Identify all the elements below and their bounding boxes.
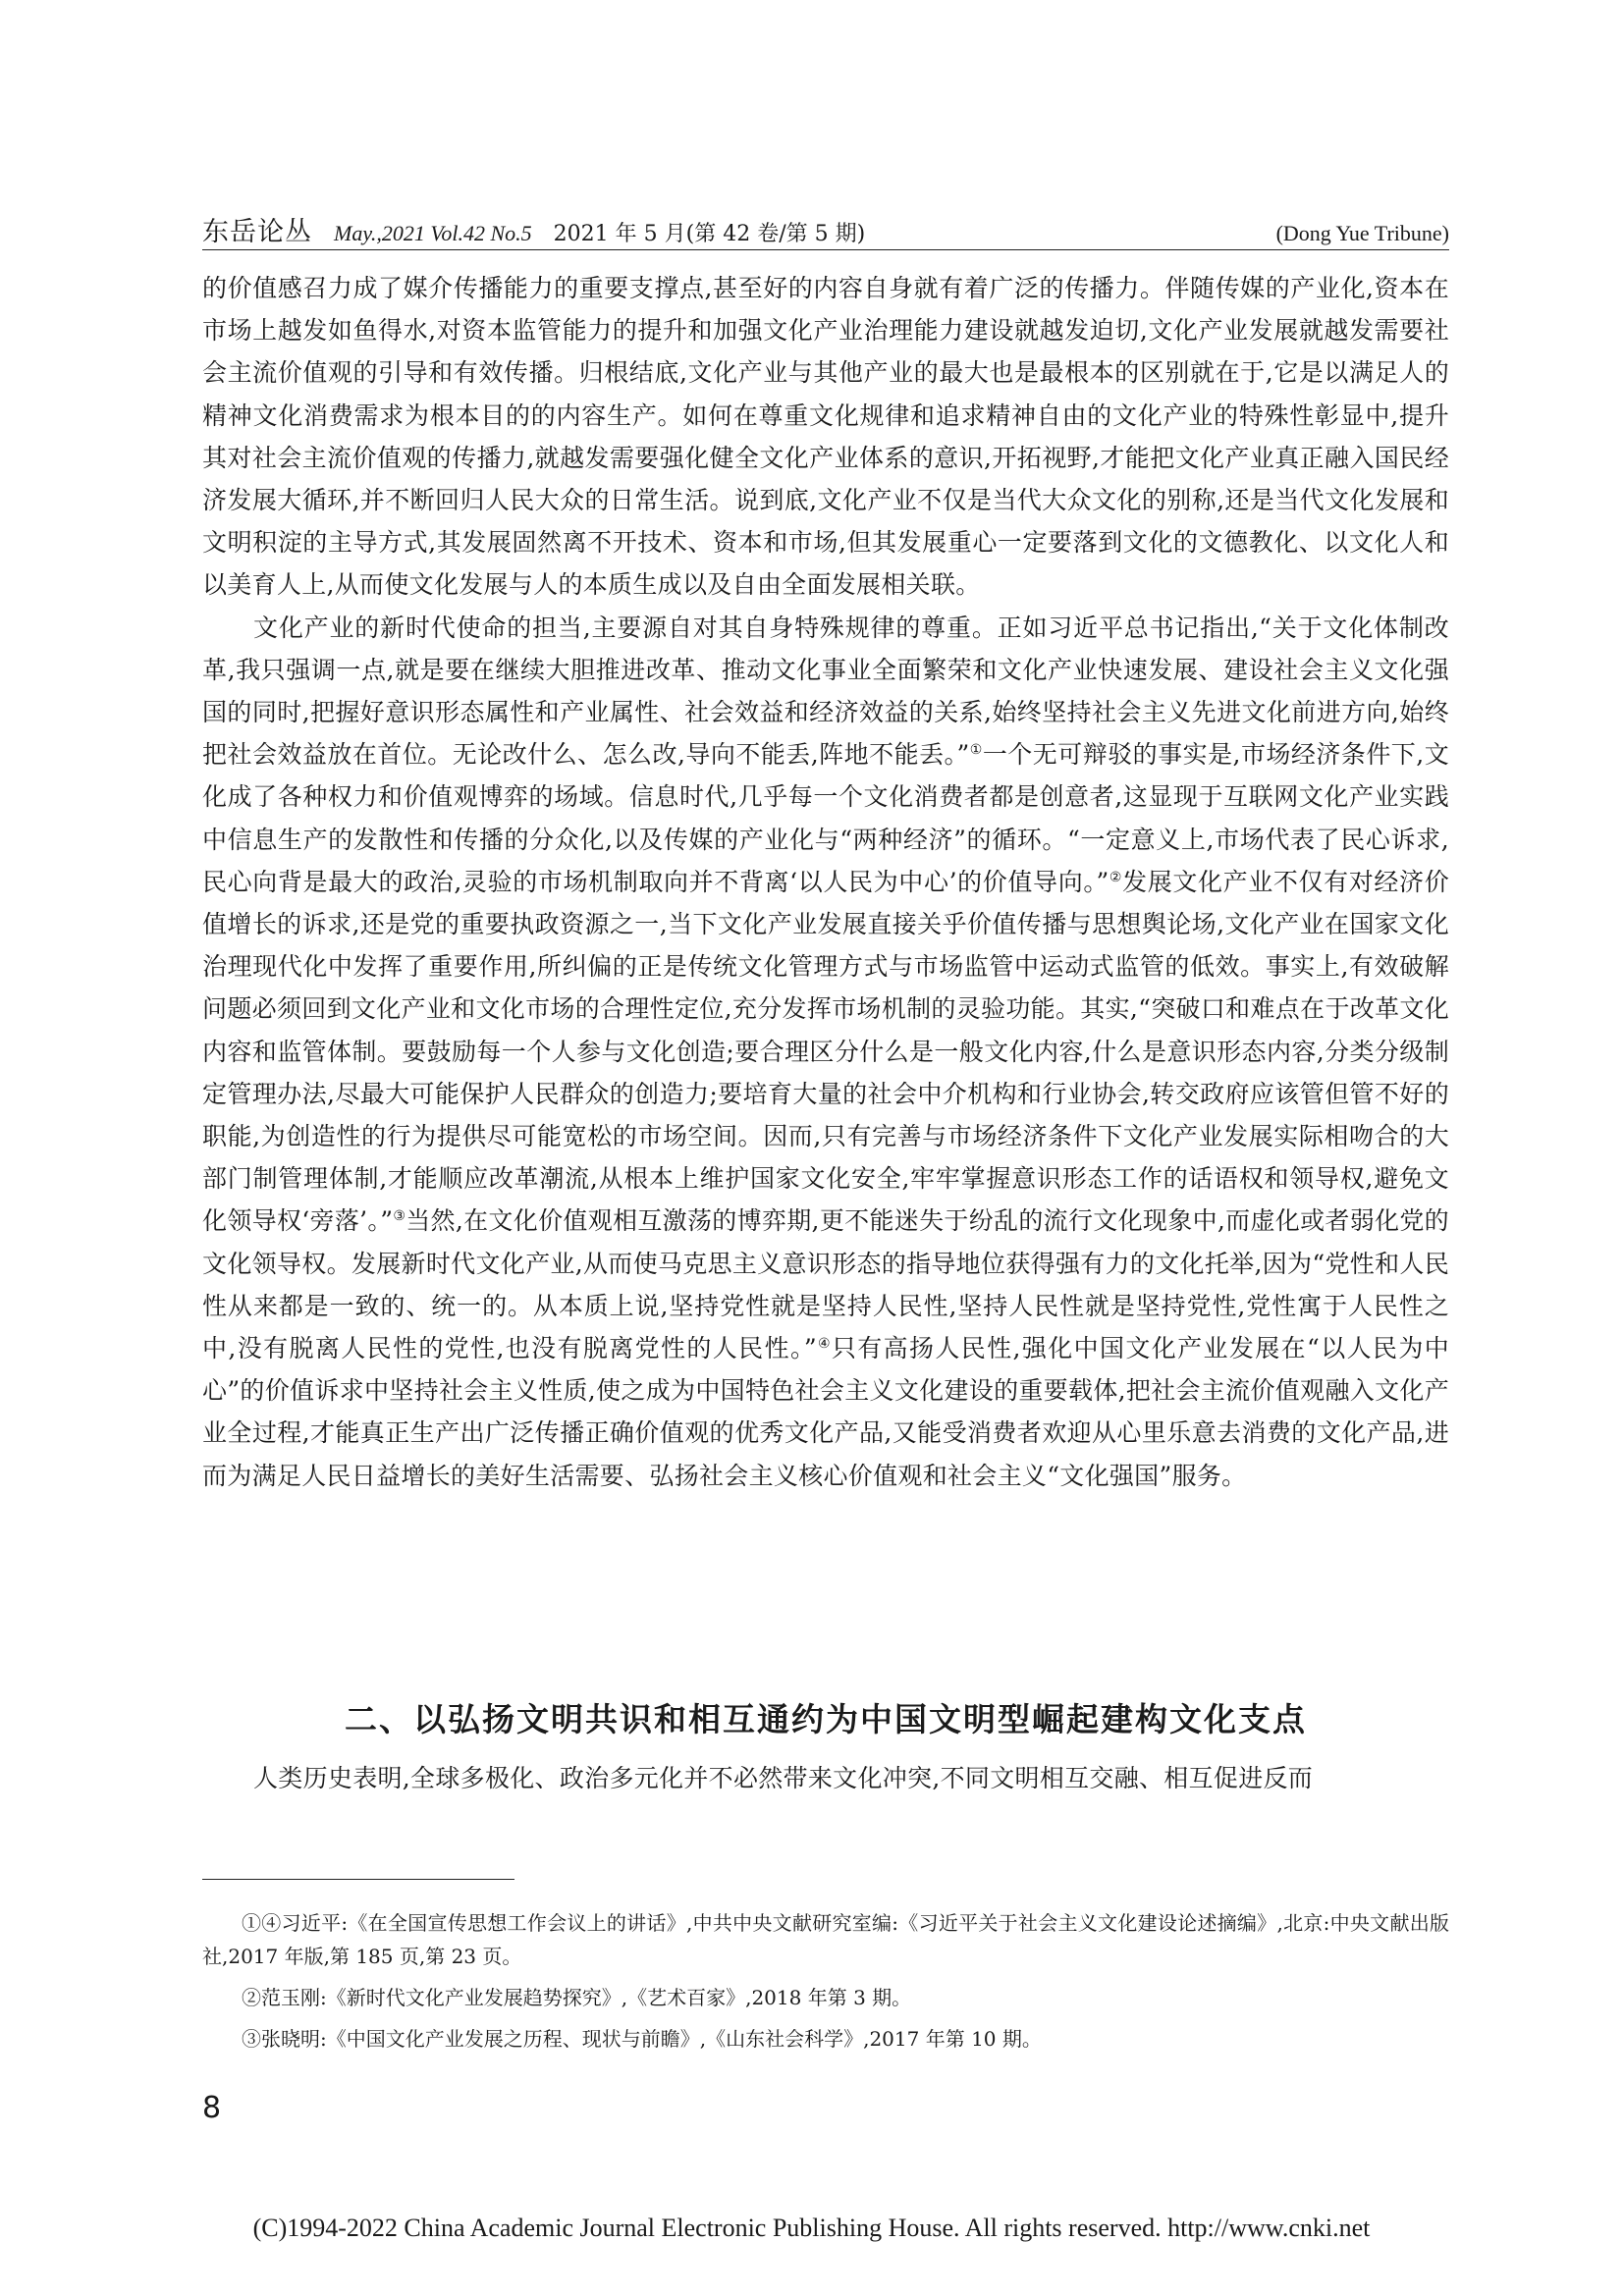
issue-info-en: May.,2021 Vol.42 No.5 (334, 221, 532, 245)
paragraph-text: 一个无可辩驳的事实是,市场经济条件下,文化成了各种权力和价值观博弈的场域。信息时代,几乎每一个文化消费者都是创意者,这显现于互联网文化产业实践中信息生产的发散性和传播的分众化,以及传媒的产业化与“两种经济”的循环。“一定意义上,市场代表了民心诉求,民心向背是最大的政治,灵验的市场机制取向并不背离‘以人民为中心’的价值导向。” (202, 740, 1449, 896)
running-header (202, 210, 1449, 247)
journal-name-en: (Dong Yue Tribune) (1275, 221, 1449, 245)
footnote-rule (202, 1879, 514, 1880)
journal-name-cn: 东岳论丛 (202, 217, 312, 247)
footnotes (202, 1906, 1449, 2063)
header-rule (202, 249, 1449, 250)
paragraph-continued: 的价值感召力成了媒介传播能力的重要支撑点,甚至好的内容自身就有着广泛的传播力。伴随传媒的产业化,资本在市场上越发如鱼得水,对资本监管能力的提升和加强文化产业治理能力建设就越发迫切,文化产业发展就越发需要社会主流价值观的引导和有效传播。归根结底,文化产业与其他产业的最大也是最根本的区别就在于,它是以满足人的精神文化消费需求为根本目的的内容生产。如何在尊重文化规律和追求精神自由的文化产业的特殊性彰显中,提升其对社会主流价值观的传播力,就越发需要强化健全文化产业体系的意识,开拓视野,才能把文化产业真正融入国民经济发展大循环,并不断回归人民大众的日常生活。说到底,文化产业不仅是当代大众文化的别称,还是当代文化发展和文明积淀的主导方式,其发展固然离不开技术、资本和市场,但其发展重心一定要落到文化的文德教化、以文化人和以美育人上,从而使文化发展与人的本质生成以及自由全面发展相关联。 (202, 274, 1449, 600)
paragraph: 人类历史表明,全球多极化、政治多元化并不必然带来文化冲突,不同文明相互交融、相互促进反而 (253, 1764, 1314, 1792)
footnote: ③张晓明:《中国文化产业发展之历程、现状与前瞻》,《山东社会科学》,2017 年第 10 期。 (242, 2027, 1042, 2051)
issue-info-cn: 2021 年 5 月(第 42 卷/第 5 期) (553, 222, 866, 246)
footnote-ref[interactable]: ④ (816, 1336, 832, 1353)
copyright-notice: (C)1994-2022 China Academic Journal Electronic Publishing House. All rights reserved. http://www.cnki.net (252, 2214, 1371, 2242)
paragraph-text: 发展文化产业不仅有对经济价值增长的诉求,还是党的重要执政资源之一,当下文化产业发展直接关乎价值传播与思想舆论场,文化产业在国家文化治理现代化中发挥了重要作用,所纠偏的正是传统文化管理方式与市场监管中运动式监管的低效。事实上,有效破解问题必须回到文化产业和文化市场的合理性定位,充分发挥市场机制的灵验功能。其实,“突破口和难点在于改革文化内容和监管体制。要鼓励每一个人参与文化创造;要合理区分什么是一般文化内容,什么是意识形态内容,分类分级制定管理办法,尽最大可能保护人民群众的创造力;要培育大量的社会中介机构和行业协会,转交政府应该管但管不好的职能,为创造性的行为提供尽可能宽松的市场空间。因而,只有完善与市场经济条件下文化产业发展实际相吻合的大部门制管理体制,才能顺应改革潮流,从根本上维护国家文化安全,牢牢掌握意识形态工作的话语权和领导权,避免文化领导权‘旁落’。” (202, 867, 1449, 1236)
paragraph-text: 文化产业的新时代使命的担当,主要源自对其自身特殊规律的尊重。正如习近平总书记指出,“关于文化体制改革,我只强调一点,就是要在继续大胆推进改革、推动文化事业全面繁荣和文化产业快速发展、建设社会主义文化强国的同时,把握好意识形态属性和产业属性、社会效益和经济效益的关系,始终坚持社会主义先进文化前进方向,始终把社会效益放在首位。无论改什么、怎么改,导向不能丢,阵地不能丢。” (202, 613, 1449, 770)
paragraph (202, 607, 1449, 1497)
page-number: 8 (202, 2091, 222, 2125)
paragraph-text: 只有高扬人民性,强化中国文化产业发展在“以人民为中心”的价值诉求中坚持社会主义性质,使之成为中国特色社会主义文化建设的重要载体,把社会主流价值观融入文化产业全过程,才能真正生产出广泛传播正确价值观的优秀文化产品,又能受消费者欢迎从心里乐意去消费的文化产品,进而为满足人民日益增长的美好生活需要、弘扬社会主义核心价值观和社会主义“文化强国”服务。 (202, 1334, 1449, 1490)
footnote-ref[interactable]: ① (969, 742, 983, 759)
footnote: ②范玉刚:《新时代文化产业发展趋势探究》,《艺术百家》,2018 年第 3 期。 (242, 1986, 912, 2009)
footnote-ref[interactable]: ③ (393, 1208, 406, 1225)
section-body (202, 1757, 1449, 1799)
running-header-left (202, 210, 865, 248)
footnote: ①④习近平:《在全国宣传思想工作会议上的讲话》,中共中央文献研究室编:《习近平关于社会主义文化建设论述摘编》,北京:中央文献出版社,2017 年版,第 185 页,第 23 页。 (202, 1911, 1449, 1968)
section-heading: 二、以弘扬文明共识和相互通约为中国文明型崛起建构文化支点 (345, 1700, 1307, 1739)
body-text (202, 267, 1449, 1497)
paragraph-text: 当然,在文化价值观相互激荡的博弈期,更不能迷失于纷乱的流行文化现象中,而虚化或者弱化党的文化领导权。发展新时代文化产业,从而使马克思主义意识形态的指导地位获得强有力的文化托举,因为“党性和人民性从来都是一致的、统一的。从本质上说,坚持党性就是坚持人民性,坚持人民性就是坚持党性,党性寓于人民性之中,没有脱离人民性的党性,也没有脱离党性的人民性。” (202, 1206, 1449, 1363)
footnote-ref[interactable]: ② (1109, 869, 1123, 885)
